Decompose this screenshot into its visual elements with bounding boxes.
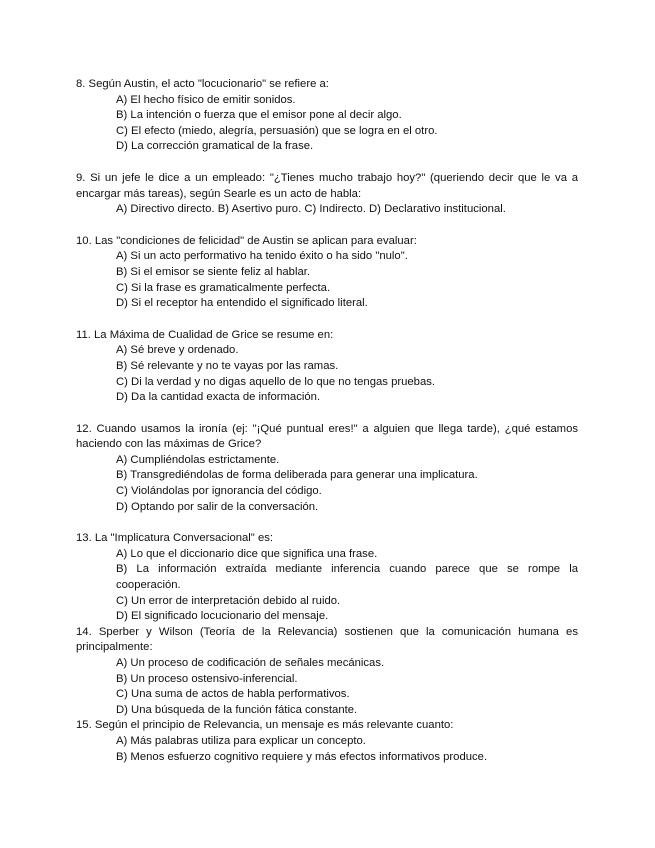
question-stem: 15. Según el principio de Relevancia, un mensaje es más relevante cuanto: [76, 719, 454, 732]
option-b: B) Menos esfuerzo cognitivo requiere y más efectos informativos produce. [116, 750, 488, 763]
option-a: A) Más palabras utiliza para explicar un concepto. [116, 734, 366, 747]
option-b: B) Un proceso ostensivo-inferencial. [116, 672, 298, 685]
question-15 [76, 718, 578, 765]
question-11 [76, 328, 578, 406]
option-a: A) Si un acto performativo ha tenido éxito o ha sido "nulo". [116, 250, 408, 263]
option-d: D) La corrección gramatical de la frase. [116, 140, 314, 153]
question-12 [76, 422, 578, 516]
option-b: B) Sé relevante y no te vayas por las ramas. [116, 359, 339, 372]
option-a: A) El hecho físico de emitir sonidos. [116, 93, 296, 106]
options-inline: A) Directivo directo. B) Asertivo puro. C) Indirecto. D) Declarativo institucional. [116, 203, 506, 216]
option-b: B) Transgrediéndolas de forma deliberada para generar una implicatura. [116, 469, 478, 482]
option-d: D) Una búsqueda de la función fática constante. [116, 703, 358, 716]
option-c: C) Di la verdad y no digas aquello de lo que no tengas pruebas. [116, 375, 436, 388]
option-a: A) Un proceso de codificación de señales mecánicas. [116, 657, 385, 669]
option-b: B) Si el emisor se siente feliz al hablar. [116, 265, 311, 278]
question-stem: 10. Las "condiciones de felicidad" de Austin se aplican para evaluar: [76, 234, 417, 247]
question-9 [76, 171, 578, 218]
question-stem: 13. La "Implicatura Conversacional" es: [76, 532, 274, 545]
question-8 [76, 77, 578, 155]
question-stem: 8. Según Austin, el acto "locucionario" se refiere a: [76, 78, 329, 90]
question-stem: 9. Si un jefe le dice a un empleado: "¿Tienes mucho trabajo hoy?" (queriendo decir que le va a encargar más tareas), según Searle es un acto de habla: [76, 171, 578, 200]
question-stem: 11. La Máxima de Cualidad de Grice se resume en: [76, 328, 334, 341]
option-a: A) Cumpliéndolas estrictamente. [116, 453, 280, 466]
option-d: D) Optando por salir de la conversación. [116, 500, 319, 513]
question-13 [76, 531, 578, 625]
question-14 [76, 625, 578, 719]
option-a: A) Sé breve y ordenado. [116, 344, 239, 357]
option-a: A) Lo que el diccionario dice que significa una frase. [116, 547, 378, 560]
option-d: D) Da la cantidad exacta de información. [116, 391, 321, 404]
option-c: C) Un error de interpretación debido al ruido. [116, 594, 341, 607]
option-c: C) Si la frase es gramaticalmente perfecta. [116, 281, 331, 294]
option-c: C) Violándolas por ignorancia del código. [116, 485, 322, 498]
option-c: C) Una suma de actos de habla performativos. [116, 688, 350, 701]
question-10 [76, 234, 578, 312]
question-stem: 12. Cuando usamos la ironía (ej: "¡Qué puntual eres!" a alguien que llega tarde), ¿qué estamos haciendo con las máximas de Grice? [76, 422, 578, 451]
option-d: D) El significado locucionario del mensaje. [116, 610, 329, 623]
option-c: C) El efecto (miedo, alegría, persuasión) que se logra en el otro. [116, 124, 438, 137]
option-d: D) Si el receptor ha entendido el significado literal. [116, 297, 368, 310]
document-page [76, 77, 578, 765]
question-stem: 14. Sperber y Wilson (Teoría de la Relevancia) sostienen que la comunicación humana es principalmente: [76, 625, 578, 654]
option-b: B) La información extraída mediante inferencia cuando parece que se rompe la cooperación. [116, 563, 578, 592]
option-b: B) La intención o fuerza que el emisor pone al decir algo. [116, 109, 402, 122]
